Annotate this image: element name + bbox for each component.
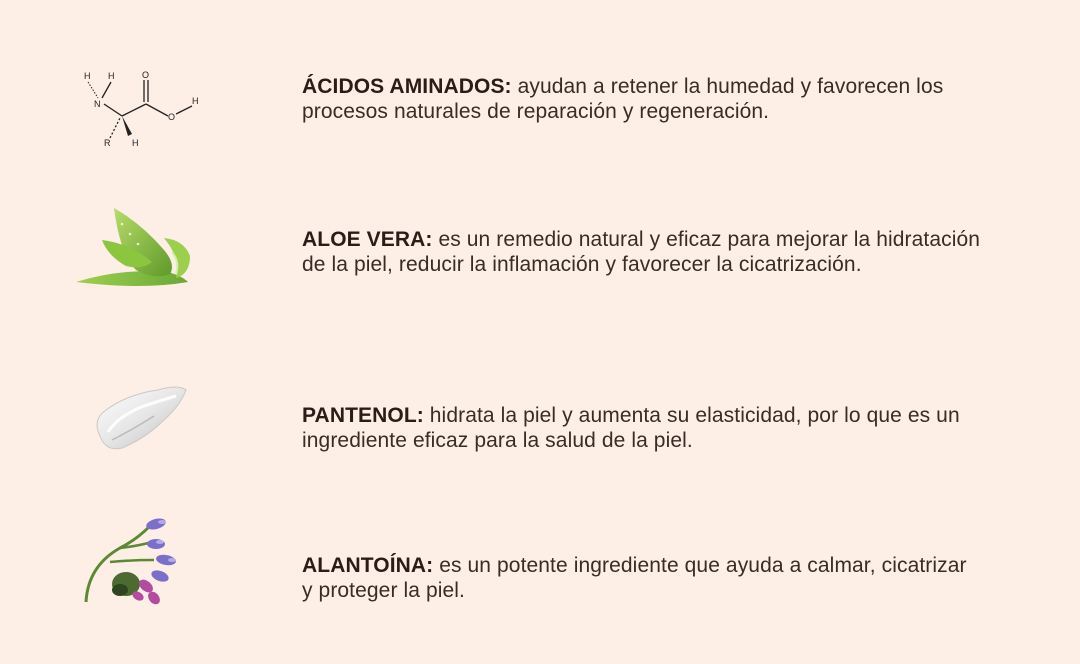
ingredient-description: es un remedio natural y eficaz para mejorar la hidratación de la piel, reducir la inflamación y favorecer la cicatrización. (302, 228, 981, 276)
ingredient-text (302, 227, 982, 277)
ingredient-description: ayudan a retener la humedad y favorecen los procesos naturales de reparación y regeneración. (302, 75, 944, 123)
h-label: H (108, 71, 115, 81)
ingredient-description: es un potente ingrediente que ayuda a calmar, cicatrizar y proteger la piel. (302, 554, 967, 602)
amino-acid-structure-icon (76, 66, 206, 156)
h-label: H (192, 96, 199, 106)
o-label: O (168, 112, 176, 122)
ingredient-text (302, 74, 982, 124)
ingredient-title: ALANTOÍNA: (302, 554, 434, 577)
ingredient-title: PANTENOL: (302, 404, 424, 427)
aloe-vera-icon (72, 204, 202, 294)
ingredient-text (302, 403, 982, 453)
cream-swatch-icon (88, 376, 198, 458)
comfrey-flower-icon (80, 512, 190, 612)
ingredient-text (302, 553, 982, 603)
ingredient-title: ALOE VERA: (302, 228, 433, 251)
o-label: O (142, 70, 150, 80)
n-label: N (94, 99, 101, 109)
ingredient-description: hidrata la piel y aumenta su elasticidad, por lo que es un ingrediente eficaz para la salud de la piel. (302, 404, 960, 452)
r-label: R (104, 138, 111, 148)
h-label: H (84, 71, 91, 81)
h-label: H (132, 138, 139, 148)
ingredient-title: ÁCIDOS AMINADOS: (302, 75, 512, 98)
